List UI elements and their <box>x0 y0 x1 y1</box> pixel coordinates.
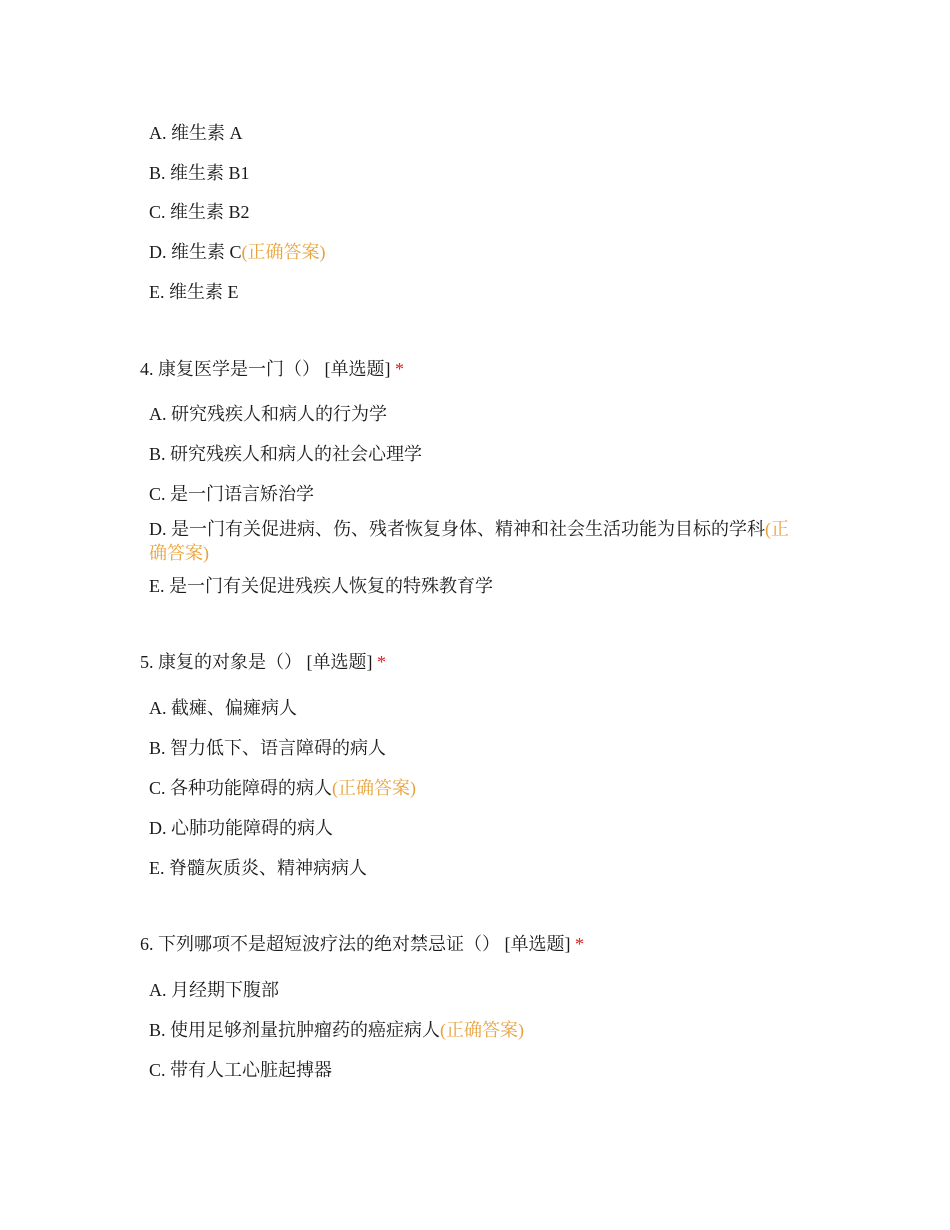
option-text: E. 维生素 E <box>149 282 239 302</box>
option-text: A. 研究残疾人和病人的行为学 <box>149 404 387 424</box>
option-text: C. 带有人工心脏起搏器 <box>149 1060 333 1080</box>
q3-option-c <box>149 200 809 224</box>
correct-answer-tag: (正确答案) <box>241 242 326 262</box>
q6-option-c <box>149 1058 809 1082</box>
option-text: C. 维生素 B2 <box>149 202 250 222</box>
correct-answer-tag: (正确答案) <box>332 778 417 798</box>
q3-option-a <box>149 121 809 145</box>
option-text: E. 脊髓灰质炎、精神病病人 <box>149 858 367 878</box>
q5-option-a <box>149 696 809 720</box>
option-text: E. 是一门有关促进残疾人恢复的特殊教育学 <box>149 576 493 596</box>
question-title-text: 6. 下列哪项不是超短波疗法的绝对禁忌证（） [单选题] <box>140 934 571 954</box>
q4-option-b <box>149 442 809 466</box>
question-title-text: 5. 康复的对象是（） [单选题] <box>140 652 373 672</box>
q3-option-b <box>149 161 809 185</box>
question-4-title <box>140 357 404 381</box>
option-text: D. 是一门有关促进病、伤、残者恢复身体、精神和社会生活功能为目标的学科 <box>149 519 765 539</box>
q4-option-e <box>149 574 809 598</box>
option-text: D. 维生素 C <box>149 242 242 262</box>
q6-option-b <box>149 1018 809 1042</box>
option-text: D. 心肺功能障碍的病人 <box>149 818 333 838</box>
q4-option-d <box>149 517 794 565</box>
option-text: A. 截瘫、偏瘫病人 <box>149 698 297 718</box>
required-mark: * <box>575 934 584 954</box>
q3-option-d <box>149 240 809 264</box>
question-title-text: 4. 康复医学是一门（） [单选题] <box>140 359 391 379</box>
option-text: C. 是一门语言矫治学 <box>149 484 315 504</box>
option-text: C. 各种功能障碍的病人 <box>149 778 333 798</box>
option-text: B. 维生素 B1 <box>149 163 250 183</box>
option-text: B. 研究残疾人和病人的社会心理学 <box>149 444 423 464</box>
q3-option-e <box>149 280 809 304</box>
q5-option-b <box>149 736 809 760</box>
required-mark: * <box>395 359 404 379</box>
question-5-title <box>140 650 386 674</box>
q6-option-a <box>149 978 809 1002</box>
question-6-title <box>140 932 584 956</box>
required-mark: * <box>377 652 386 672</box>
correct-answer-tag: (正确答案) <box>440 1020 525 1040</box>
option-text: B. 智力低下、语言障碍的病人 <box>149 738 387 758</box>
q5-option-d <box>149 816 809 840</box>
q4-option-a <box>149 402 809 426</box>
option-text: A. 维生素 A <box>149 123 243 143</box>
q5-option-c <box>149 776 809 800</box>
q5-option-e <box>149 856 809 880</box>
correct-answer-tag: (正确答案) <box>149 519 789 563</box>
option-text: B. 使用足够剂量抗肿瘤药的癌症病人 <box>149 1020 441 1040</box>
option-text: A. 月经期下腹部 <box>149 980 279 1000</box>
q4-option-c <box>149 482 809 506</box>
